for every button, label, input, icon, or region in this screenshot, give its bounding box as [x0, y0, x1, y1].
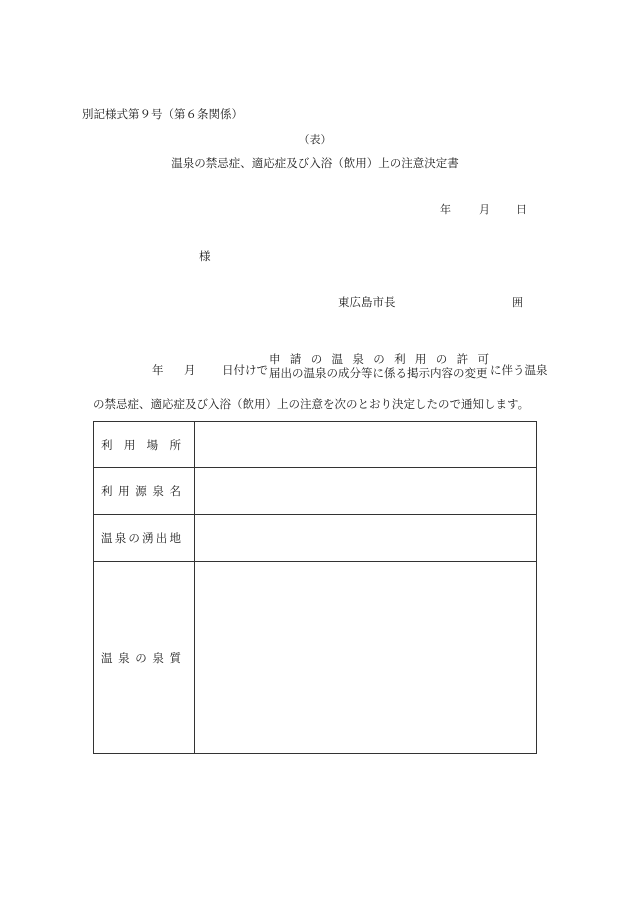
value-spring-quality[interactable]: [195, 562, 537, 754]
issuer-name: 東広島市長: [338, 295, 396, 309]
body-month: 月: [184, 363, 196, 377]
body-paragraph-line1: [124, 354, 554, 384]
seal-mark: 囲: [512, 296, 523, 309]
label-spring-quality: 温 泉 の 泉 質: [94, 562, 195, 754]
body-year: 年: [152, 363, 164, 377]
side-label: （表）: [298, 133, 332, 146]
form-identifier: 別記様式第９号（第６条関係）: [82, 107, 243, 121]
body-day-dated: 日付けで: [222, 363, 268, 377]
date-month: 月: [479, 203, 490, 216]
date-day: 日: [516, 203, 527, 216]
table-row: [94, 562, 537, 754]
details-table: [93, 421, 537, 754]
table-row: [94, 468, 537, 515]
document-title: 温泉の禁忌症、適応症及び入浴（飲用）上の注意決定書: [171, 156, 459, 170]
value-usage-place[interactable]: [195, 422, 537, 468]
label-usage-place: 利 用 場 所: [94, 422, 195, 468]
body-tail: に伴う温泉: [490, 363, 548, 377]
table-row: [94, 422, 537, 468]
label-spring-location: 温 泉 の 湧 出 地: [94, 515, 195, 562]
date-year: 年: [440, 203, 451, 216]
table-row: [94, 515, 537, 562]
addressee: 様: [199, 249, 211, 263]
reason-options: [269, 352, 489, 380]
body-paragraph-line2: の禁忌症、適応症及び入浴（飲用）上の注意を次のとおり決定したので通知します。: [93, 397, 530, 411]
option-notification: 届出の温泉の成分等に係る掲示内容の変更: [269, 366, 488, 380]
label-source-name: 利 用 源 泉 名: [94, 468, 195, 515]
option-application: 申 請 の 温 泉 の 利 用 の 許 可: [269, 352, 489, 366]
value-spring-location[interactable]: [195, 515, 537, 562]
issue-date: [440, 201, 527, 217]
value-source-name[interactable]: [195, 468, 537, 515]
